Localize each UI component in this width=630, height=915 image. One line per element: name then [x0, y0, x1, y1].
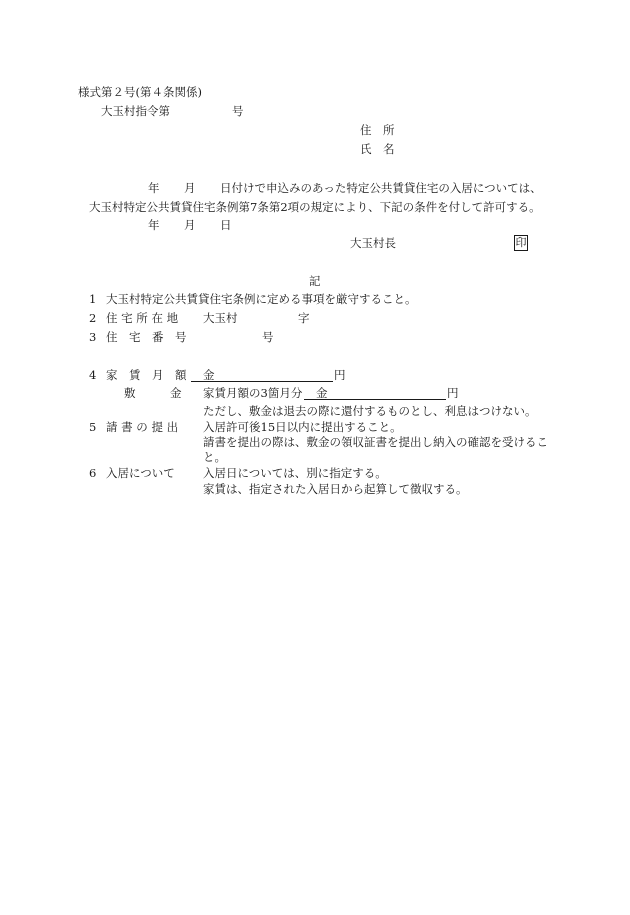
issue-day: 日 — [220, 218, 232, 232]
seal-stamp: 印 — [515, 236, 527, 249]
directive-prefix: 大玉村指令第 — [101, 104, 170, 118]
item-4-amount-underline — [191, 381, 333, 382]
item-5-number: 5 — [89, 420, 97, 434]
item-2-aza: 字 — [298, 311, 310, 325]
notes-title: 記 — [309, 274, 321, 288]
item-1-number: 1 — [89, 292, 97, 306]
item-4-kin: 金 — [203, 368, 215, 382]
deposit-kin: 金 — [316, 386, 328, 400]
issue-year: 年 — [148, 218, 160, 232]
issue-month: 月 — [184, 218, 196, 232]
item-2-number: 2 — [89, 311, 97, 325]
item-2-label: 住 宅 所 在 地 — [106, 311, 179, 325]
deposit-label: 敷 金 — [124, 386, 182, 400]
item-5-label: 請 書 の 提 出 — [106, 420, 179, 434]
application-date-year: 年 — [148, 181, 160, 195]
item-6-line-2: 家賃は、指定された入居日から起算して徴収する。 — [203, 482, 468, 496]
item-3-suffix: 号 — [262, 330, 274, 344]
mayor-title: 大玉村長 — [350, 236, 396, 250]
item-4-number: 4 — [89, 368, 97, 382]
body-line-1: 日付けで申込みのあった特定公共賃貸住宅の入居については、 — [220, 181, 542, 195]
body-line-2: 大玉村特定公共賃貸住宅条例第7条第2項の規定により、下記の条件を付して許可する。 — [89, 200, 541, 214]
directive-suffix: 号 — [232, 104, 244, 118]
deposit-amount-underline — [304, 399, 446, 400]
item-1-text: 大玉村特定公共賃貸住宅条例に定める事項を厳守すること。 — [106, 292, 417, 306]
name-label: 氏 名 — [360, 142, 395, 156]
item-5-line-1: 入居許可後15日以内に提出すること。 — [203, 420, 402, 434]
item-5-line-3: と。 — [203, 450, 226, 464]
item-3-number: 3 — [89, 330, 97, 344]
deposit-yen: 円 — [447, 386, 459, 400]
deposit-note: ただし、敷金は退去の際に還付するものとし、利息はつけない。 — [203, 404, 537, 418]
application-date-month: 月 — [184, 181, 196, 195]
address-label: 住 所 — [360, 123, 395, 137]
item-6-number: 6 — [89, 466, 97, 480]
item-4-label: 家 賃 月 額 — [106, 368, 187, 382]
item-2-village: 大玉村 — [203, 311, 238, 325]
item-3-label: 住 宅 番 号 — [106, 330, 187, 344]
item-4-yen: 円 — [334, 368, 346, 382]
item-6-label: 入居について — [106, 466, 175, 480]
item-6-line-1: 入居日については、別に指定する。 — [203, 466, 387, 480]
item-5-line-2: 請書を提出の際は、敷金の領収証書を提出し納入の確認を受けるこ — [203, 435, 548, 449]
deposit-text: 家賃月額の3箇月分 — [203, 386, 303, 400]
form-heading: 様式第２号(第４条関係) — [78, 85, 202, 99]
